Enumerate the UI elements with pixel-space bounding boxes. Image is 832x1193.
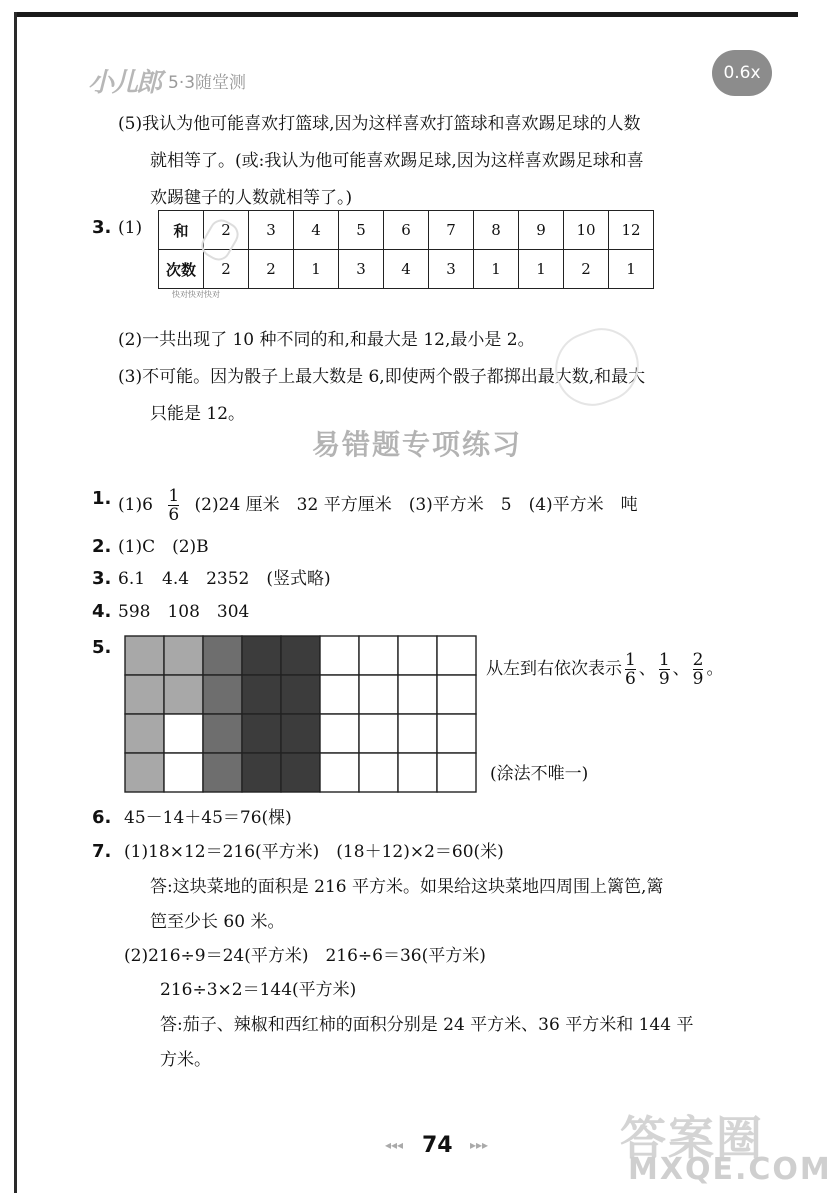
grid-cell <box>437 753 476 792</box>
grid-cell <box>398 714 437 753</box>
a6-number: 6. <box>92 807 112 828</box>
grid-cell <box>125 714 164 753</box>
fraction-numerator: 1 <box>625 650 636 670</box>
q3-sub3-line-1: (3)不可能。因为骰子上最大数是 6,即使两个骰子都掷出最大数,和最大 <box>118 367 646 387</box>
brand-subtitle: 5·3随堂测 <box>168 73 247 93</box>
fraction-denominator: 9 <box>658 669 670 689</box>
grid-cell <box>125 675 164 714</box>
table-cell: 2 <box>564 250 609 289</box>
table-header-count: 次数 <box>159 250 204 289</box>
grid-cell <box>320 753 359 792</box>
grid-cell <box>164 714 203 753</box>
a1-fraction <box>168 487 179 524</box>
grid-cell <box>242 636 281 675</box>
table-cell: 1 <box>294 250 339 289</box>
a1-part1: (1)6 <box>118 495 153 515</box>
grid-cell <box>281 714 320 753</box>
grid-cell <box>320 675 359 714</box>
a1-number: 1. <box>92 488 112 509</box>
stamp-watermark-mark <box>545 318 649 416</box>
grid-cell <box>203 714 242 753</box>
grid-cell <box>242 714 281 753</box>
grid-cell <box>359 675 398 714</box>
page-top-border <box>14 12 798 17</box>
table-header-sum: 和 <box>159 211 204 250</box>
fraction-numerator: 2 <box>692 650 704 670</box>
shaded-grid-figure <box>123 634 478 794</box>
grid-cell <box>320 636 359 675</box>
brand-header <box>88 62 246 99</box>
grid-cell <box>359 714 398 753</box>
fraction-denominator: 9 <box>692 669 704 689</box>
grid-cell <box>359 753 398 792</box>
a5-sep-1: 、 <box>638 659 656 679</box>
grid-cell <box>164 675 203 714</box>
a4-number: 4. <box>92 601 112 622</box>
a4-answer: 598 108 304 <box>118 602 250 622</box>
q3-sub1: (1) <box>118 218 143 238</box>
frequency-table <box>158 210 654 289</box>
grid-cell <box>203 636 242 675</box>
table-cell: 4 <box>384 250 429 289</box>
grid-svg <box>123 634 478 794</box>
a7-number: 7. <box>92 841 112 862</box>
table-cell: 1 <box>474 250 519 289</box>
a5-fraction-1 <box>625 651 636 688</box>
prev-page-arrows[interactable]: ◂◂◂ <box>385 1138 404 1152</box>
fraction-denominator: 6 <box>168 505 180 525</box>
a5-description <box>486 649 723 689</box>
q5-line-1: (5)我认为他可能喜欢打篮球,因为这样喜欢打篮球和喜欢踢足球的人数 <box>118 114 641 134</box>
table-cell: 2 <box>204 211 249 250</box>
a5-fraction-3 <box>693 651 704 688</box>
grid-cell <box>437 714 476 753</box>
next-page-arrows[interactable]: ▸▸▸ <box>470 1138 489 1152</box>
a7-line-5: 216÷3×2＝144(平方米) <box>160 980 357 1000</box>
a7-line-7: 方米。 <box>160 1050 211 1070</box>
grid-cell <box>125 636 164 675</box>
grid-cell <box>359 636 398 675</box>
grid-cell <box>437 675 476 714</box>
table-cell: 5 <box>339 211 384 250</box>
q3-sub3-line-2: 只能是 12。 <box>150 404 246 424</box>
fraction-denominator: 6 <box>625 669 636 689</box>
watermark-url: MXQE.COM <box>628 1152 832 1187</box>
a7-line-2: 答:这块菜地的面积是 216 平方米。如果给这块菜地四周围上篱笆,篱 <box>150 877 664 897</box>
brand-logo: 小儿郎 <box>88 68 161 98</box>
q5-line-2: 就相等了。(或:我认为他可能喜欢踢足球,因为这样喜欢踢足球和喜 <box>150 151 644 171</box>
page-left-border <box>14 12 17 1193</box>
a7-line-4: (2)216÷9＝24(平方米) 216÷6＝36(平方米) <box>124 946 486 966</box>
zoom-level-button[interactable]: 0.6x <box>712 50 772 96</box>
a5-desc-text: 从左到右依次表示 <box>486 659 622 679</box>
a1-answer <box>118 487 638 524</box>
a3-number: 3. <box>92 568 112 589</box>
a5-sep-2: 、 <box>672 659 690 679</box>
table-cell: 6 <box>384 211 429 250</box>
table-cell: 8 <box>474 211 519 250</box>
a2-answer: (1)C (2)B <box>118 537 209 557</box>
a7-line-1: (1)18×12＝216(平方米) (18＋12)×2＝60(米) <box>124 842 504 862</box>
q3-number: 3. <box>92 217 112 238</box>
grid-cell <box>281 636 320 675</box>
a2-number: 2. <box>92 536 112 557</box>
stamp-text: 快对快对快对 <box>172 290 220 299</box>
fraction-numerator: 1 <box>658 650 670 670</box>
fraction-numerator: 1 <box>168 486 180 506</box>
grid-cell <box>203 675 242 714</box>
grid-cell <box>164 753 203 792</box>
grid-cell <box>203 753 242 792</box>
table-cell: 1 <box>519 250 564 289</box>
page-number: 74 <box>422 1133 453 1158</box>
a7-line-6: 答:茄子、辣椒和西红柿的面积分别是 24 平方米、36 平方米和 144 平 <box>160 1015 694 1035</box>
table-row-count <box>159 250 654 289</box>
table-cell: 10 <box>564 211 609 250</box>
a5-fraction-2 <box>659 651 670 688</box>
a7-line-3: 笆至少长 60 米。 <box>150 912 285 932</box>
q3-sub2: (2)一共出现了 10 种不同的和,和最大是 12,最小是 2。 <box>118 330 535 350</box>
table-cell: 3 <box>429 250 474 289</box>
table-cell: 3 <box>339 250 384 289</box>
grid-cell <box>398 675 437 714</box>
a5-number: 5. <box>92 637 112 658</box>
q5-line-3: 欢踢毽子的人数就相等了。) <box>150 188 353 208</box>
grid-cell <box>281 675 320 714</box>
grid-cell <box>125 753 164 792</box>
grid-cell <box>164 636 203 675</box>
table-cell: 2 <box>249 250 294 289</box>
table-cell: 3 <box>249 211 294 250</box>
grid-cell <box>398 636 437 675</box>
grid-cell <box>242 675 281 714</box>
grid-cell <box>320 714 359 753</box>
table-cell: 12 <box>609 211 654 250</box>
grid-cell <box>437 636 476 675</box>
table-cell: 7 <box>429 211 474 250</box>
section-title: 易错题专项练习 <box>312 428 523 461</box>
grid-cell <box>242 753 281 792</box>
grid-cell <box>281 753 320 792</box>
grid-cell <box>398 753 437 792</box>
a5-note: (涂法不唯一) <box>490 764 589 784</box>
a5-end: 。 <box>706 659 724 679</box>
a1-part2: (2)24 厘米 32 平方厘米 (3)平方米 5 (4)平方米 吨 <box>194 495 638 515</box>
table-cell: 4 <box>294 211 339 250</box>
a6-answer: 45－14＋45＝76(棵) <box>124 808 292 828</box>
table-cell: 9 <box>519 211 564 250</box>
a3-answer: 6.1 4.4 2352 (竖式略) <box>118 569 331 589</box>
table-cell: 1 <box>609 250 654 289</box>
watermark-logo: 答案圈 <box>620 1111 764 1165</box>
table-cell: 2 <box>204 250 249 289</box>
